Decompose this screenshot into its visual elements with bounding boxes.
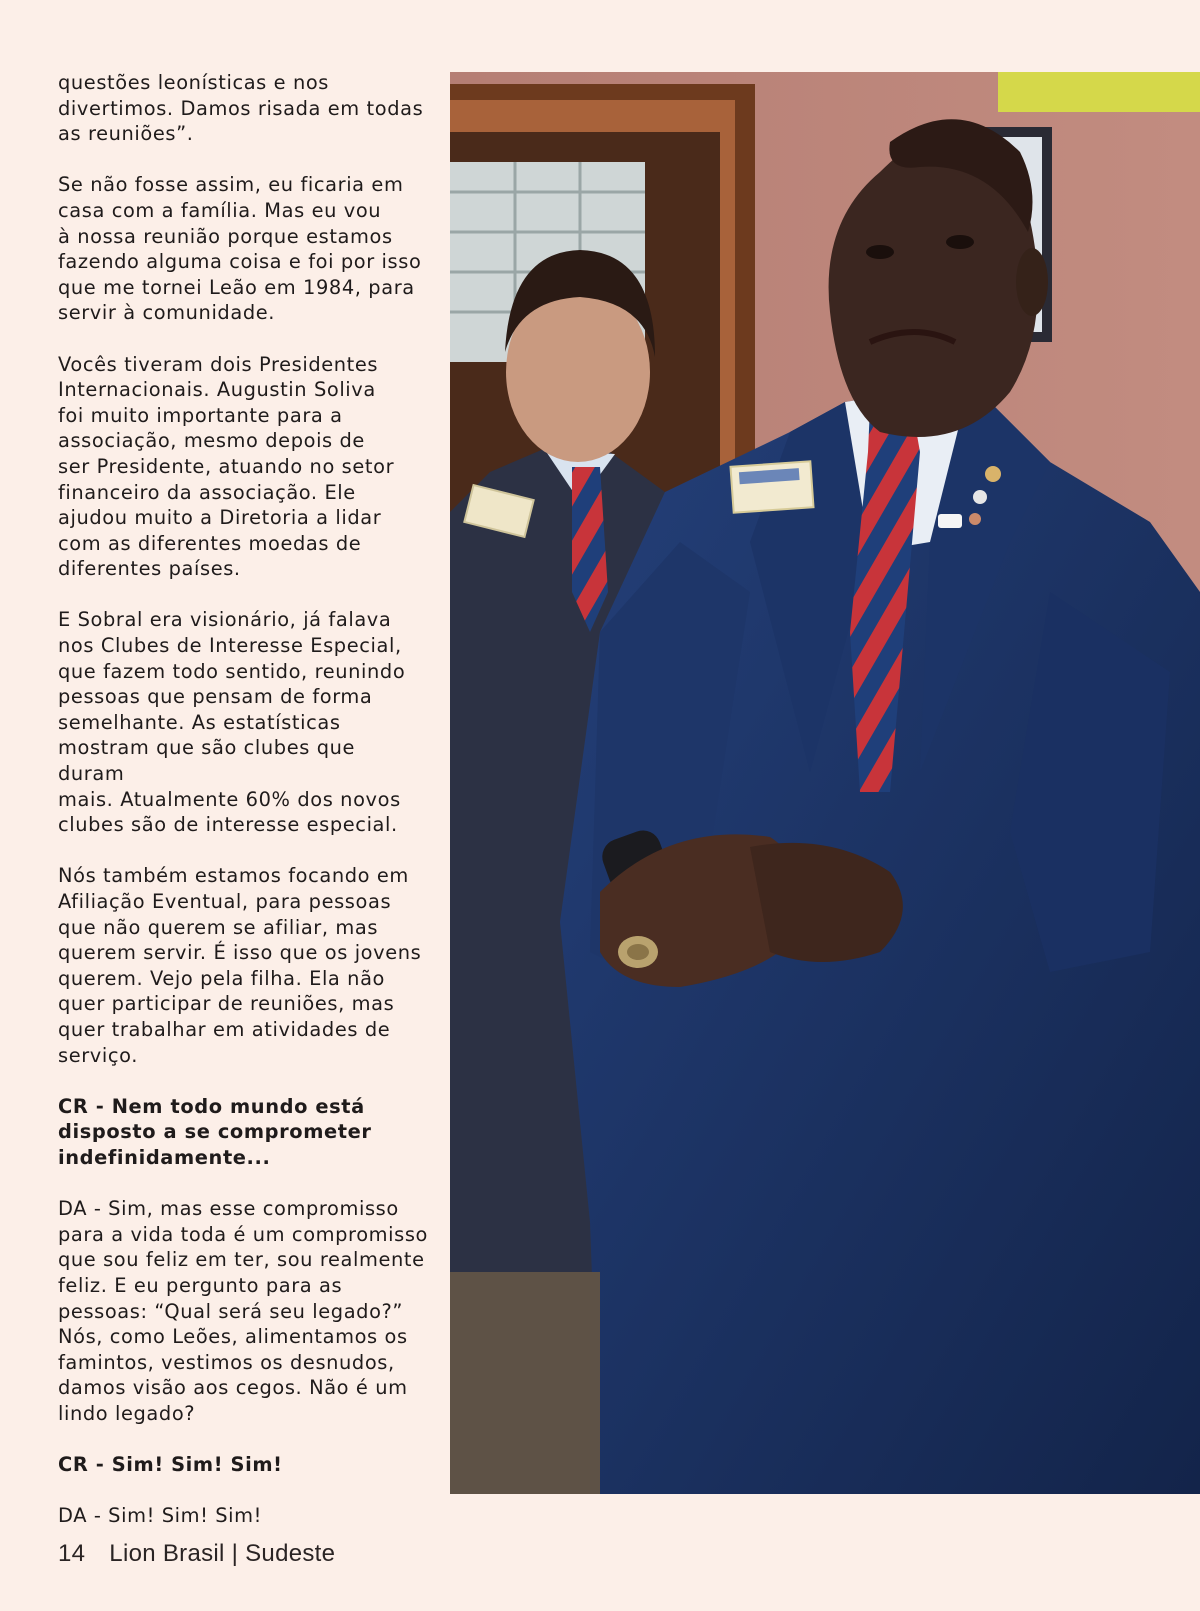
article-paragraph: Vocês tiveram dois Presidentes Internacionais. Augustin Soliva foi muito importante para a associação, mesmo depois de ser Presidente, atuando no setor financeiro da associação. Ele ajudou muito a Diretoria a lidar com as diferentes moedas de diferentes países. <box>58 352 395 581</box>
interview-question: CR - Sim! Sim! Sim! <box>58 1453 283 1477</box>
article-paragraph: Nós também estamos focando em Afiliação Eventual, para pessoas que não querem se afiliar, mas querem servir. É isso que os jovens querem. Vejo pela filha. Ela não quer participar de reuniões, mas quer trabalhar em atividades de serviço. <box>58 864 422 1067</box>
page-footer <box>58 1540 335 1568</box>
publication-name: Lion Brasil | Sudeste <box>109 1540 336 1567</box>
photo-illustration <box>450 72 1200 1494</box>
article-photo <box>450 72 1200 1494</box>
article-paragraph: DA - Sim! Sim! Sim! <box>58 1504 262 1528</box>
article-paragraph: Se não fosse assim, eu ficaria em casa com a família. Mas eu vou à nossa reunião porque estamos fazendo alguma coisa e foi por isso que me tornei Leão em 1984, para servir à comunidade. <box>58 173 422 325</box>
interview-question: CR - Nem todo mundo está disposto a se comprometer indefinidamente... <box>58 1094 372 1169</box>
article-paragraph: E Sobral era visionário, já falava nos Clubes de Interesse Especial, que fazem todo sentido, reunindo pessoas que pensam de forma semelhante. As estatísticas mostram que são clubes que duram mais. Atualmente 60% dos novos clubes são de interesse especial. <box>58 608 406 837</box>
article-text-column <box>58 70 428 1554</box>
article-paragraph: DA - Sim, mas esse compromisso para a vida toda é um compromisso que sou feliz em ter, sou realmente feliz. E eu pergunto para as pessoas: “Qual será seu legado?” Nós, como Leões, alimentamos os famintos, vestimos os desnudos, damos visão aos cegos. Não é um lindo legado? <box>58 1197 429 1425</box>
page-number: 14 <box>58 1540 86 1567</box>
article-paragraph: questões leonísticas e nos divertimos. Damos risada em todas as reuniões”. <box>58 71 424 146</box>
